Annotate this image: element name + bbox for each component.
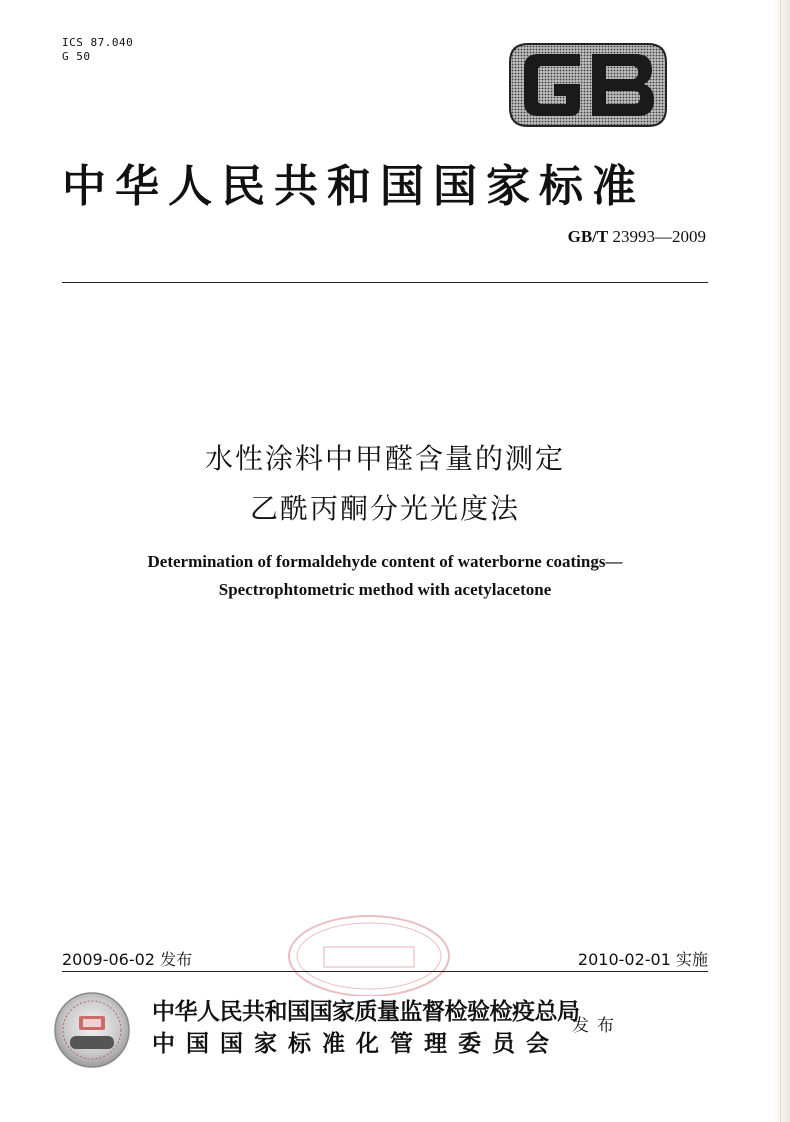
gb-logo xyxy=(508,42,668,128)
english-title-line-2: Spectrophtometric method with acetylacetone xyxy=(218,580,552,599)
bottom-divider xyxy=(62,971,708,972)
reference-stamp xyxy=(284,910,454,996)
english-title-line-1: Determination of formaldehyde content of waterborne coatings— xyxy=(147,552,623,571)
ics-code: ICS 87.040 xyxy=(62,36,134,49)
issuer-sac: 中国国家标准化管理委员会 xyxy=(152,1030,560,1057)
anti-counterfeit-seal xyxy=(52,990,132,1070)
main-title: 中华人民共和国国家标准 xyxy=(62,161,645,212)
issue-date: 2009-06-02 发布 xyxy=(62,950,193,969)
classification-codes xyxy=(62,36,133,64)
standard-id: 23993—2009 xyxy=(612,227,706,246)
chinese-title-line-1: 水性涂料中甲醛含量的测定 xyxy=(204,442,565,475)
publish-label: 发布 xyxy=(572,1016,622,1036)
chinese-title-line-2: 乙酰丙酮分光光度法 xyxy=(249,492,520,525)
top-divider xyxy=(62,282,708,283)
issuer-aqsiq: 中华人民共和国国家质量监督检验检疫总局 xyxy=(152,998,580,1025)
page-edge xyxy=(772,0,790,1122)
ccs-code: G 50 xyxy=(62,50,91,63)
standard-number xyxy=(470,227,706,247)
implementation-date: 2010-02-01 实施 xyxy=(577,950,708,969)
standard-code: GB/T xyxy=(567,227,609,246)
